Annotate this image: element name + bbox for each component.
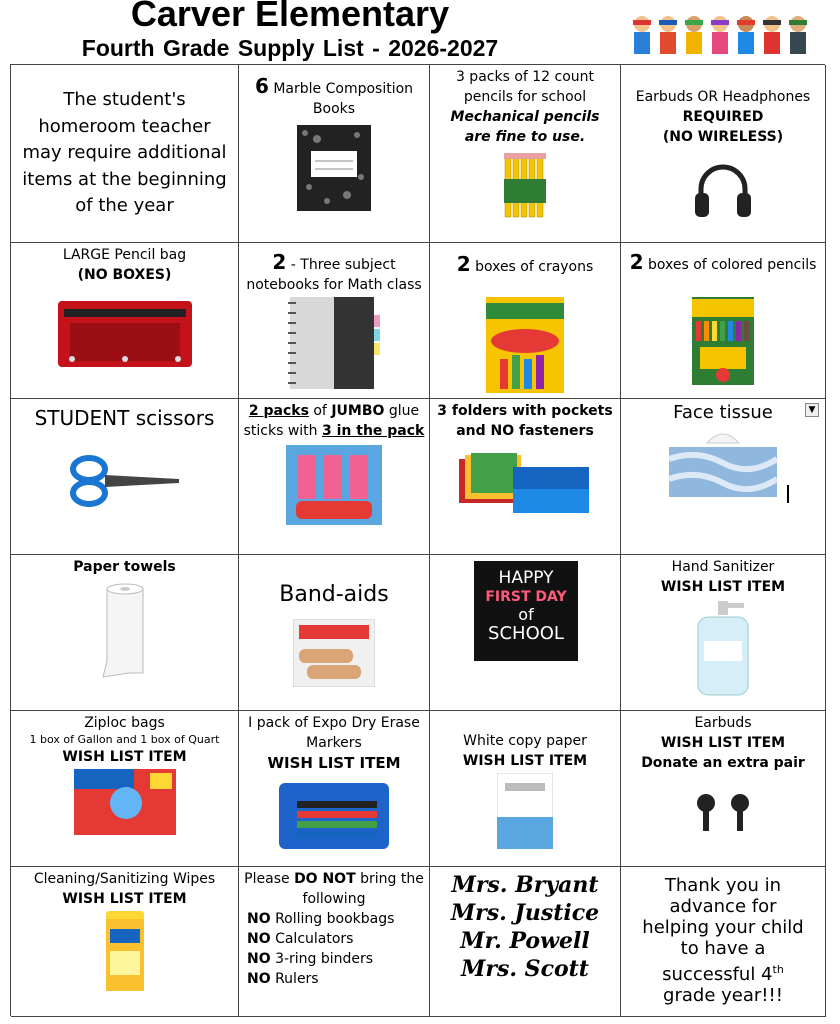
- notebooks-cell: [239, 243, 430, 399]
- do-not-item: NO Rolling bookbags: [247, 911, 395, 927]
- thanks-line1: Thank you in: [664, 875, 782, 896]
- glue-sticks-icon: [286, 445, 382, 525]
- glue-part6: 3 in the pack: [322, 423, 425, 439]
- thanks-line2: advance for: [669, 896, 777, 917]
- pencil-bag-cell: [11, 243, 239, 399]
- crayons-cell: [430, 243, 621, 399]
- page-subtitle: Fourth Grade Supply List - 2026-2027: [81, 35, 499, 61]
- ziploc-cell: [11, 711, 239, 867]
- thanks-line6: grade year!!!: [663, 985, 783, 1006]
- expo-line2: Markers: [306, 735, 362, 751]
- copy-paper-icon: [497, 773, 553, 849]
- scissors-cell: [11, 399, 239, 555]
- pencil-bag-line1: LARGE Pencil bag: [62, 247, 187, 263]
- thanks-line5: successful 4: [662, 964, 773, 985]
- pencils-line1: 3 packs of 12 count pencils for school: [455, 69, 595, 105]
- crayons-label: boxes of crayons: [475, 259, 594, 275]
- earbuds-wish-line2: WISH LIST ITEM: [660, 735, 786, 751]
- glue-part5: sticks with: [243, 423, 318, 439]
- do-not-cell: [239, 867, 430, 1017]
- first-day-cell: [430, 555, 621, 711]
- first-day-line1: HAPPY: [498, 568, 554, 588]
- headphones-icon: [693, 161, 753, 219]
- notebooks-line1: - Three subject: [290, 257, 396, 273]
- do-not-intro4: following: [302, 891, 366, 907]
- teacher-name: Mrs. Scott: [461, 956, 589, 982]
- composition-notebook-icon: [297, 125, 371, 211]
- teacher-name: Mrs. Justice: [450, 900, 600, 926]
- first-day-line4: SCHOOL: [488, 623, 564, 644]
- page-title: Carver Elementary: [130, 0, 450, 34]
- paper-towels-label: Paper towels: [73, 559, 176, 575]
- header: [0, 0, 840, 64]
- earbuds-required-cell: [621, 65, 826, 243]
- thanks-line3: helping your child: [642, 917, 804, 938]
- do-not-item: NO Calculators: [247, 931, 354, 947]
- text-cursor-icon: [787, 485, 789, 503]
- copy-paper-line1: White copy paper: [463, 733, 587, 749]
- do-not-intro1: Please: [244, 871, 290, 887]
- ziploc-box-icon: [74, 769, 176, 835]
- sanitizer-cell: [621, 555, 826, 711]
- thanks-line4: to have a: [680, 938, 766, 959]
- thanks-cell: [621, 867, 826, 1017]
- paper-towels-cell: [11, 555, 239, 711]
- earbuds-wish-line3: Donate an extra pair: [641, 755, 805, 771]
- pencil-bag-line2: (NO BOXES): [77, 267, 172, 283]
- expo-markers-icon: [279, 783, 389, 849]
- supply-grid: [10, 64, 825, 1016]
- copy-paper-line2: WISH LIST ITEM: [462, 753, 588, 769]
- earbuds-required-line2: REQUIRED: [682, 109, 764, 125]
- composition-qty: 6: [254, 74, 269, 98]
- colored-pencils-qty: 2: [629, 250, 644, 274]
- glue-part1: 2 packs: [248, 403, 309, 419]
- pencils-icon: [504, 149, 546, 225]
- earbuds-required-line1: Earbuds OR Headphones: [635, 89, 811, 105]
- folders-line1: 3 folders with pockets: [437, 403, 613, 419]
- tissue-cell: [621, 399, 826, 555]
- bandaids-cell: [239, 555, 430, 711]
- expo-line3: WISH LIST ITEM: [267, 754, 401, 772]
- do-not-item: NO 3-ring binders: [247, 951, 374, 967]
- homeroom-note-cell: [11, 65, 239, 243]
- sanitizer-line2: WISH LIST ITEM: [660, 579, 786, 595]
- wipes-cell: [11, 867, 239, 1017]
- first-day-sign: [474, 561, 578, 661]
- copy-paper-cell: [430, 711, 621, 867]
- pencils-line2: Mechanical pencils are fine to use.: [450, 109, 600, 145]
- pencils-cell: [430, 65, 621, 243]
- wipes-line2: WISH LIST ITEM: [62, 891, 187, 907]
- earbuds-icon: [692, 793, 754, 843]
- teacher-name: Mrs. Bryant: [451, 872, 599, 898]
- composition-label: Marble Composition Books: [273, 81, 414, 117]
- ziploc-line2: 1 box of Gallon and 1 box of Quart: [29, 733, 220, 746]
- crayons-qty: 2: [456, 252, 471, 276]
- bandaids-label: Band-aids: [279, 582, 389, 607]
- homeroom-note: The student's homeroom teacher may require additional items at the beginning of the year: [22, 89, 227, 216]
- earbuds-wish-cell: [621, 711, 826, 867]
- ziploc-line3: WISH LIST ITEM: [62, 749, 187, 765]
- notebooks-line2: notebooks for Math class: [246, 277, 422, 293]
- do-not-item: NO Rulers: [247, 971, 319, 987]
- sanitizer-line1: Hand Sanitizer: [671, 559, 775, 575]
- scissors-icon: [69, 453, 181, 509]
- spiral-notebook-icon: [286, 295, 382, 391]
- colored-pencils-cell: [621, 243, 826, 399]
- earbuds-wish-line1: Earbuds: [694, 715, 752, 731]
- tissue-box-icon: [667, 429, 779, 499]
- scissors-label: STUDENT scissors: [34, 406, 215, 430]
- glue-cell: [239, 399, 430, 555]
- wipes-line1: Cleaning/Sanitizing Wipes: [33, 871, 216, 887]
- do-not-intro3: bring the: [360, 871, 424, 887]
- notebooks-qty: 2: [272, 250, 287, 274]
- glue-part2: of: [313, 403, 327, 419]
- wipes-icon: [106, 911, 144, 991]
- sanitizer-icon: [694, 601, 752, 697]
- earbuds-required-line3: (NO WIRELESS): [662, 129, 784, 145]
- first-day-line2: FIRST DAY: [485, 589, 567, 605]
- colored-pencils-icon: [692, 297, 754, 385]
- thanks-sup: th: [772, 963, 784, 976]
- colored-pencils-label: boxes of colored pencils: [647, 257, 817, 273]
- do-not-intro2: DO NOT: [294, 871, 356, 887]
- ziploc-line1: Ziploc bags: [84, 715, 165, 731]
- pencil-bag-icon: [58, 299, 192, 369]
- first-day-line3: of: [518, 605, 534, 624]
- paper-towel-icon: [101, 583, 149, 679]
- folders-icon: [457, 453, 593, 515]
- glue-part3: JUMBO: [331, 403, 385, 419]
- teachers-cell: [430, 867, 621, 1017]
- band-aid-icon: [293, 619, 375, 687]
- dropdown-arrow-icon[interactable]: ▼: [805, 403, 819, 417]
- superheroes-image: [628, 12, 814, 58]
- expo-cell: [239, 711, 430, 867]
- crayons-box-icon: [486, 297, 564, 393]
- teacher-name: Mr. Powell: [460, 928, 590, 954]
- folders-cell: [430, 399, 621, 555]
- folders-line2: and NO fasteners: [456, 423, 594, 439]
- expo-line1: I pack of Expo Dry Erase: [248, 715, 420, 731]
- tissue-label: Face tissue: [673, 402, 773, 423]
- glue-part4: glue: [388, 403, 420, 419]
- composition-cell: [239, 65, 430, 243]
